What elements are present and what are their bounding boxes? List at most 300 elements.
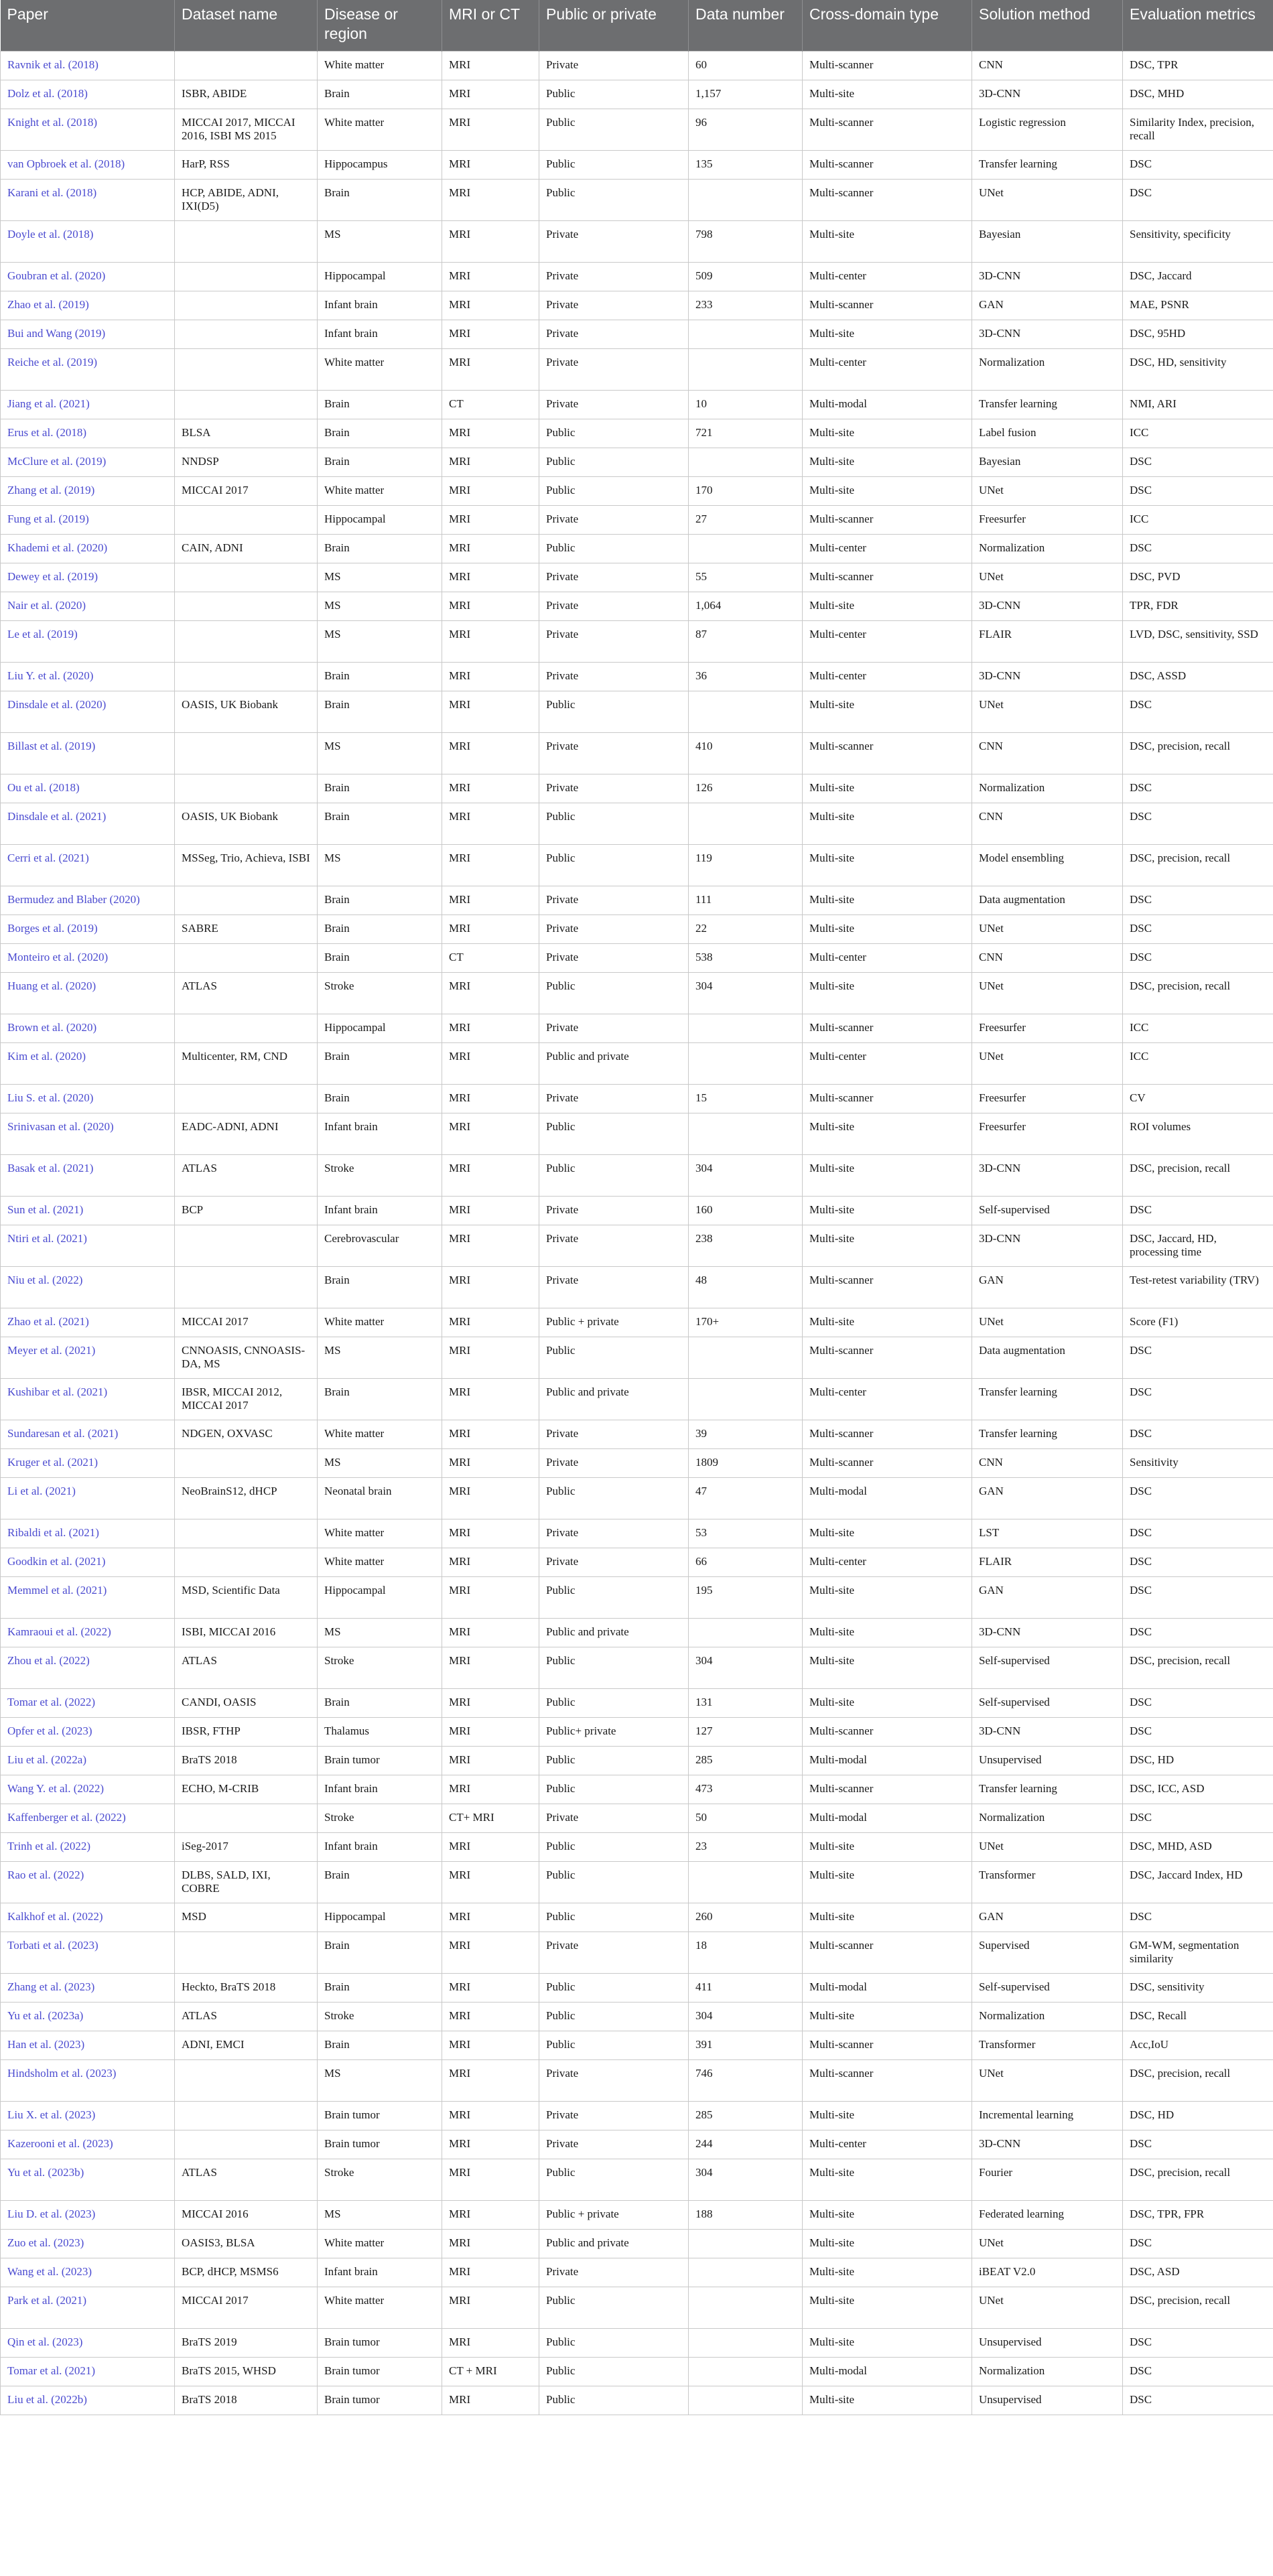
method-cell: UNet <box>972 2229 1123 2258</box>
data-number-cell: 87 <box>689 620 803 662</box>
domain-type-cell: Multi-scanner <box>803 1717 972 1746</box>
region-cell: Brain <box>318 1861 442 1903</box>
dataset-cell: MSD <box>175 1903 318 1931</box>
metrics-cell: DSC, Recall <box>1123 2002 1273 2031</box>
method-cell: Unsupervised <box>972 2386 1123 2415</box>
table-row <box>1 1448 1273 1477</box>
access-cell: Public <box>539 476 689 505</box>
data-number-cell: 1,157 <box>689 80 803 109</box>
domain-type-cell: Multi-scanner <box>803 1084 972 1113</box>
region-cell: Cerebrovascular <box>318 1225 442 1266</box>
region-cell: Brain <box>318 1266 442 1308</box>
paper-cell[interactable]: Sundaresan et al. (2021) <box>1 1420 175 1448</box>
paper-cell[interactable]: Liu et al. (2022b) <box>1 2386 175 2415</box>
modality-cell: MRI <box>442 1832 539 1861</box>
paper-cell[interactable]: Kazerooni et al. (2023) <box>1 2130 175 2159</box>
access-cell: Private <box>539 1931 689 1973</box>
access-cell: Private <box>539 390 689 419</box>
region-cell: Brain <box>318 943 442 972</box>
paper-cell[interactable]: Liu D. et al. (2023) <box>1 2200 175 2229</box>
paper-cell[interactable]: Bermudez and Blaber (2020) <box>1 886 175 914</box>
method-cell: iBEAT V2.0 <box>972 2258 1123 2287</box>
modality-cell: MRI <box>442 1448 539 1477</box>
paper-cell[interactable]: Kamraoui et al. (2022) <box>1 1618 175 1647</box>
metrics-cell: Sensitivity <box>1123 1448 1273 1477</box>
metrics-cell: ROI volumes <box>1123 1113 1273 1154</box>
paper-cell[interactable]: Karani et al. (2018) <box>1 179 175 220</box>
domain-type-cell: Multi-site <box>803 1113 972 1154</box>
modality-cell: MRI <box>442 1477 539 1519</box>
metrics-cell: DSC, ICC, ASD <box>1123 1775 1273 1804</box>
region-cell: Brain <box>318 662 442 691</box>
method-cell: Logistic regression <box>972 109 1123 150</box>
region-cell: Brain <box>318 774 442 803</box>
table-row <box>1 1378 1273 1420</box>
method-cell: Bayesian <box>972 220 1123 262</box>
method-cell: Freesurfer <box>972 1014 1123 1042</box>
region-cell: MS <box>318 563 442 592</box>
data-number-cell <box>689 534 803 563</box>
metrics-cell: DSC, ASD <box>1123 2258 1273 2287</box>
modality-cell: MRI <box>442 1861 539 1903</box>
data-number-cell <box>689 179 803 220</box>
modality-cell: MRI <box>442 291 539 320</box>
paper-cell[interactable]: Fung et al. (2019) <box>1 505 175 534</box>
region-cell: White matter <box>318 2229 442 2258</box>
modality-cell: MRI <box>442 620 539 662</box>
method-cell: UNet <box>972 914 1123 943</box>
domain-type-cell: Multi-site <box>803 2002 972 2031</box>
access-cell: Public <box>539 448 689 476</box>
table-row <box>1 1014 1273 1042</box>
region-cell: White matter <box>318 1548 442 1576</box>
region-cell: MS <box>318 2059 442 2101</box>
paper-cell[interactable]: Khademi et al. (2020) <box>1 534 175 563</box>
dataset-cell: MICCAI 2017 <box>175 1308 318 1337</box>
access-cell: Public + private <box>539 1308 689 1337</box>
data-number-cell: 60 <box>689 51 803 80</box>
dataset-cell: MICCAI 2017, MICCAI 2016, ISBI MS 2015 <box>175 109 318 150</box>
domain-type-cell: Multi-site <box>803 419 972 448</box>
paper-cell[interactable]: Liu S. et al. (2020) <box>1 1084 175 1113</box>
data-number-cell: 1809 <box>689 1448 803 1477</box>
paper-cell[interactable]: Zhou et al. (2022) <box>1 1647 175 1688</box>
modality-cell: MRI <box>442 774 539 803</box>
domain-type-cell: Multi-site <box>803 2229 972 2258</box>
modality-cell: MRI <box>442 1931 539 1973</box>
table-row <box>1 774 1273 803</box>
paper-cell[interactable]: Yu et al. (2023b) <box>1 2159 175 2200</box>
paper-cell[interactable]: Srinivasan et al. (2020) <box>1 1113 175 1154</box>
method-cell: UNet <box>972 1832 1123 1861</box>
table-row <box>1 1647 1273 1688</box>
region-cell: White matter <box>318 1519 442 1548</box>
header-row <box>1 0 1273 51</box>
paper-cell[interactable]: Huang et al. (2020) <box>1 972 175 1014</box>
modality-cell: MRI <box>442 262 539 291</box>
domain-type-cell: Multi-site <box>803 1519 972 1548</box>
region-cell: Brain <box>318 1973 442 2002</box>
paper-cell[interactable]: McClure et al. (2019) <box>1 448 175 476</box>
paper-cell[interactable]: Liu Y. et al. (2020) <box>1 662 175 691</box>
paper-cell[interactable]: Wang et al. (2023) <box>1 2258 175 2287</box>
table-row <box>1 1775 1273 1804</box>
modality-cell: MRI <box>442 1113 539 1154</box>
paper-cell[interactable]: Han et al. (2023) <box>1 2031 175 2059</box>
access-cell: Public <box>539 179 689 220</box>
domain-type-cell: Multi-site <box>803 1225 972 1266</box>
paper-cell[interactable]: Ravnik et al. (2018) <box>1 51 175 80</box>
domain-type-cell: Multi-site <box>803 476 972 505</box>
paper-cell[interactable]: Yu et al. (2023a) <box>1 2002 175 2031</box>
access-cell: Public <box>539 1746 689 1775</box>
domain-type-cell: Multi-center <box>803 943 972 972</box>
table-row <box>1 732 1273 774</box>
dataset-cell <box>175 620 318 662</box>
paper-cell[interactable]: Liu X. et al. (2023) <box>1 2101 175 2130</box>
domain-type-cell: Multi-modal <box>803 1746 972 1775</box>
dataset-cell <box>175 943 318 972</box>
metrics-cell: DSC, Jaccard, HD, processing time <box>1123 1225 1273 1266</box>
domain-type-cell: Multi-site <box>803 1576 972 1618</box>
modality-cell: CT + MRI <box>442 2357 539 2386</box>
method-cell: GAN <box>972 1576 1123 1618</box>
metrics-cell: DSC <box>1123 1196 1273 1225</box>
metrics-cell: DSC, HD <box>1123 2101 1273 2130</box>
dataset-cell <box>175 886 318 914</box>
metrics-cell: DSC, HD <box>1123 1746 1273 1775</box>
region-cell: Neonatal brain <box>318 1477 442 1519</box>
modality-cell: CT <box>442 943 539 972</box>
domain-type-cell: Multi-site <box>803 1903 972 1931</box>
table-row <box>1 563 1273 592</box>
paper-cell[interactable]: Sun et al. (2021) <box>1 1196 175 1225</box>
dataset-cell <box>175 390 318 419</box>
paper-cell[interactable]: Li et al. (2021) <box>1 1477 175 1519</box>
region-cell: White matter <box>318 109 442 150</box>
paper-cell[interactable]: Park et al. (2021) <box>1 2287 175 2328</box>
table-row <box>1 2101 1273 2130</box>
column-header-metrics: Evaluation metrics <box>1123 0 1273 51</box>
method-cell: Normalization <box>972 2357 1123 2386</box>
method-cell: Transfer learning <box>972 1420 1123 1448</box>
paper-cell[interactable]: Ribaldi et al. (2021) <box>1 1519 175 1548</box>
paper-cell[interactable]: Dinsdale et al. (2021) <box>1 803 175 844</box>
metrics-cell: DSC, precision, recall <box>1123 972 1273 1014</box>
modality-cell: MRI <box>442 886 539 914</box>
paper-cell[interactable]: Nair et al. (2020) <box>1 592 175 620</box>
domain-type-cell: Multi-center <box>803 348 972 390</box>
dataset-cell: ATLAS <box>175 972 318 1014</box>
paper-cell[interactable]: Basak et al. (2021) <box>1 1154 175 1196</box>
metrics-cell: Test-retest variability (TRV) <box>1123 1266 1273 1308</box>
metrics-cell: DSC <box>1123 2386 1273 2415</box>
paper-cell[interactable]: Dewey et al. (2019) <box>1 563 175 592</box>
table-row <box>1 2200 1273 2229</box>
paper-cell[interactable]: Kalkhof et al. (2022) <box>1 1903 175 1931</box>
access-cell: Public <box>539 691 689 732</box>
metrics-cell: ICC <box>1123 1042 1273 1084</box>
region-cell: Brain <box>318 914 442 943</box>
modality-cell: MRI <box>442 2130 539 2159</box>
data-number-cell: 119 <box>689 844 803 886</box>
access-cell: Private <box>539 1804 689 1832</box>
data-number-cell: 304 <box>689 1154 803 1196</box>
paper-cell[interactable]: Ou et al. (2018) <box>1 774 175 803</box>
region-cell: Brain <box>318 1688 442 1717</box>
domain-type-cell: Multi-center <box>803 662 972 691</box>
dataset-cell: ADNI, EMCI <box>175 2031 318 2059</box>
dataset-cell: ATLAS <box>175 1647 318 1688</box>
paper-cell[interactable]: Cerri et al. (2021) <box>1 844 175 886</box>
region-cell: MS <box>318 2200 442 2229</box>
paper-cell[interactable]: Zhao et al. (2019) <box>1 291 175 320</box>
modality-cell: MRI <box>442 592 539 620</box>
modality-cell: MRI <box>442 80 539 109</box>
paper-cell[interactable]: Monteiro et al. (2020) <box>1 943 175 972</box>
data-number-cell: 22 <box>689 914 803 943</box>
access-cell: Private <box>539 291 689 320</box>
table-row <box>1 972 1273 1014</box>
paper-cell[interactable]: Zhao et al. (2021) <box>1 1308 175 1337</box>
access-cell: Private <box>539 2101 689 2130</box>
data-number-cell <box>689 2357 803 2386</box>
domain-type-cell: Multi-site <box>803 220 972 262</box>
modality-cell: MRI <box>442 2258 539 2287</box>
paper-cell[interactable]: Knight et al. (2018) <box>1 109 175 150</box>
table-row <box>1 2287 1273 2328</box>
metrics-cell: DSC <box>1123 1548 1273 1576</box>
dataset-cell <box>175 1014 318 1042</box>
domain-type-cell: Multi-modal <box>803 390 972 419</box>
data-number-cell <box>689 1337 803 1378</box>
dataset-cell: BraTS 2019 <box>175 2328 318 2357</box>
paper-cell[interactable]: Kim et al. (2020) <box>1 1042 175 1084</box>
method-cell: Normalization <box>972 1804 1123 1832</box>
data-number-cell: 285 <box>689 2101 803 2130</box>
region-cell: Infant brain <box>318 1196 442 1225</box>
method-cell: Transfer learning <box>972 1378 1123 1420</box>
method-cell: 3D-CNN <box>972 262 1123 291</box>
metrics-cell: DSC, precision, recall <box>1123 1647 1273 1688</box>
domain-type-cell: Multi-site <box>803 1196 972 1225</box>
metrics-cell: DSC, HD, sensitivity <box>1123 348 1273 390</box>
region-cell: Brain tumor <box>318 2357 442 2386</box>
access-cell: Public and private <box>539 1378 689 1420</box>
access-cell: Private <box>539 505 689 534</box>
metrics-cell: DSC <box>1123 2357 1273 2386</box>
method-cell: Unsupervised <box>972 1746 1123 1775</box>
paper-cell[interactable]: Ntiri et al. (2021) <box>1 1225 175 1266</box>
paper-cell[interactable]: Zhang et al. (2023) <box>1 1973 175 2002</box>
metrics-cell: ICC <box>1123 419 1273 448</box>
paper-cell[interactable]: Kaffenberger et al. (2022) <box>1 1804 175 1832</box>
region-cell: White matter <box>318 476 442 505</box>
metrics-cell: DSC <box>1123 1519 1273 1548</box>
table-row <box>1 1903 1273 1931</box>
modality-cell: MRI <box>442 51 539 80</box>
paper-cell[interactable]: Meyer et al. (2021) <box>1 1337 175 1378</box>
modality-cell: MRI <box>442 2229 539 2258</box>
paper-cell[interactable]: Reiche et al. (2019) <box>1 348 175 390</box>
paper-cell[interactable]: Wang Y. et al. (2022) <box>1 1775 175 1804</box>
method-cell: FLAIR <box>972 1548 1123 1576</box>
modality-cell: MRI <box>442 2328 539 2357</box>
table-row <box>1 150 1273 179</box>
table-row <box>1 2328 1273 2357</box>
paper-cell[interactable]: Tomar et al. (2021) <box>1 2357 175 2386</box>
paper-cell[interactable]: Niu et al. (2022) <box>1 1266 175 1308</box>
metrics-cell: DSC, precision, recall <box>1123 844 1273 886</box>
metrics-cell: Acc,IoU <box>1123 2031 1273 2059</box>
access-cell: Public <box>539 150 689 179</box>
paper-cell[interactable]: Opfer et al. (2023) <box>1 1717 175 1746</box>
modality-cell: MRI <box>442 2159 539 2200</box>
method-cell: FLAIR <box>972 620 1123 662</box>
table-row <box>1 448 1273 476</box>
dataset-cell <box>175 1266 318 1308</box>
paper-cell[interactable]: Torbati et al. (2023) <box>1 1931 175 1973</box>
dataset-cell <box>175 1225 318 1266</box>
data-number-cell: 10 <box>689 390 803 419</box>
data-number-cell: 391 <box>689 2031 803 2059</box>
paper-cell[interactable]: Qin et al. (2023) <box>1 2328 175 2357</box>
table-row <box>1 1746 1273 1775</box>
access-cell: Private <box>539 732 689 774</box>
access-cell: Private <box>539 1420 689 1448</box>
metrics-cell: DSC <box>1123 476 1273 505</box>
table-row <box>1 1618 1273 1647</box>
access-cell: Public + private <box>539 2200 689 2229</box>
region-cell: Brain <box>318 390 442 419</box>
paper-cell[interactable]: Memmel et al. (2021) <box>1 1576 175 1618</box>
paper-cell[interactable]: Borges et al. (2019) <box>1 914 175 943</box>
paper-cell[interactable]: Rao et al. (2022) <box>1 1861 175 1903</box>
modality-cell: MRI <box>442 1519 539 1548</box>
paper-cell[interactable]: van Opbroek et al. (2018) <box>1 150 175 179</box>
column-header-dataset: Dataset name <box>175 0 318 51</box>
paper-cell[interactable]: Billast et al. (2019) <box>1 732 175 774</box>
paper-cell[interactable]: Kruger et al. (2021) <box>1 1448 175 1477</box>
region-cell: White matter <box>318 1420 442 1448</box>
dataset-cell: BraTS 2018 <box>175 2386 318 2415</box>
column-header-method: Solution method <box>972 0 1123 51</box>
paper-cell[interactable]: Dolz et al. (2018) <box>1 80 175 109</box>
dataset-cell: HarP, RSS <box>175 150 318 179</box>
domain-type-cell: Multi-site <box>803 691 972 732</box>
dataset-cell: SABRE <box>175 914 318 943</box>
table-row <box>1 844 1273 886</box>
paper-cell[interactable]: Hindsholm et al. (2023) <box>1 2059 175 2101</box>
access-cell: Public <box>539 2159 689 2200</box>
data-number-cell <box>689 1378 803 1420</box>
modality-cell: MRI <box>442 505 539 534</box>
region-cell: White matter <box>318 51 442 80</box>
domain-type-cell: Multi-scanner <box>803 1931 972 1973</box>
metrics-cell: NMI, ARI <box>1123 390 1273 419</box>
paper-cell[interactable]: Le et al. (2019) <box>1 620 175 662</box>
table-row <box>1 2031 1273 2059</box>
method-cell: UNet <box>972 691 1123 732</box>
access-cell: Public and private <box>539 1618 689 1647</box>
paper-cell[interactable]: Erus et al. (2018) <box>1 419 175 448</box>
metrics-cell: DSC <box>1123 2229 1273 2258</box>
table-row <box>1 51 1273 80</box>
modality-cell: MRI <box>442 1618 539 1647</box>
paper-cell[interactable]: Brown et al. (2020) <box>1 1014 175 1042</box>
table-row <box>1 592 1273 620</box>
region-cell: Hippocampus <box>318 150 442 179</box>
region-cell: Brain <box>318 1378 442 1420</box>
data-number-cell <box>689 1014 803 1042</box>
region-cell: Brain <box>318 1931 442 1973</box>
method-cell: Supervised <box>972 1931 1123 1973</box>
paper-cell[interactable]: Liu et al. (2022a) <box>1 1746 175 1775</box>
modality-cell: MRI <box>442 1014 539 1042</box>
region-cell: Stroke <box>318 1804 442 1832</box>
access-cell: Private <box>539 620 689 662</box>
table-row <box>1 348 1273 390</box>
data-number-cell: 131 <box>689 1688 803 1717</box>
method-cell: GAN <box>972 1903 1123 1931</box>
paper-cell[interactable]: Zuo et al. (2023) <box>1 2229 175 2258</box>
paper-cell[interactable]: Bui and Wang (2019) <box>1 320 175 348</box>
paper-cell[interactable]: Jiang et al. (2021) <box>1 390 175 419</box>
region-cell: Infant brain <box>318 1775 442 1804</box>
method-cell: UNet <box>972 2287 1123 2328</box>
paper-cell[interactable]: Zhang et al. (2019) <box>1 476 175 505</box>
paper-cell[interactable]: Tomar et al. (2022) <box>1 1688 175 1717</box>
dataset-cell: IBSR, FTHP <box>175 1717 318 1746</box>
dataset-cell <box>175 2101 318 2130</box>
metrics-cell: ICC <box>1123 505 1273 534</box>
method-cell: UNet <box>972 179 1123 220</box>
table-row <box>1 886 1273 914</box>
data-number-cell <box>689 803 803 844</box>
paper-cell[interactable]: Goodkin et al. (2021) <box>1 1548 175 1576</box>
region-cell: MS <box>318 732 442 774</box>
domain-type-cell: Multi-scanner <box>803 1337 972 1378</box>
dataset-cell: EADC-ADNI, ADNI <box>175 1113 318 1154</box>
table-header <box>1 0 1273 51</box>
column-header-domain-type: Cross-domain type <box>803 0 972 51</box>
dataset-cell: ECHO, M-CRIB <box>175 1775 318 1804</box>
paper-cell[interactable]: Trinh et al. (2022) <box>1 1832 175 1861</box>
paper-cell[interactable]: Kushibar et al. (2021) <box>1 1378 175 1420</box>
paper-cell[interactable]: Goubran et al. (2020) <box>1 262 175 291</box>
domain-type-cell: Multi-site <box>803 2386 972 2415</box>
table-row <box>1 505 1273 534</box>
modality-cell: MRI <box>442 2031 539 2059</box>
access-cell: Public <box>539 1688 689 1717</box>
modality-cell: MRI <box>442 1903 539 1931</box>
table-row <box>1 2159 1273 2200</box>
metrics-cell: DSC <box>1123 1717 1273 1746</box>
paper-cell[interactable]: Dinsdale et al. (2020) <box>1 691 175 732</box>
method-cell: Transformer <box>972 2031 1123 2059</box>
method-cell: CNN <box>972 1448 1123 1477</box>
paper-cell[interactable]: Doyle et al. (2018) <box>1 220 175 262</box>
dataset-cell: Multicenter, RM, CND <box>175 1042 318 1084</box>
dataset-cell <box>175 563 318 592</box>
domain-type-cell: Multi-modal <box>803 1973 972 2002</box>
dataset-cell: ATLAS <box>175 2159 318 2200</box>
method-cell: 3D-CNN <box>972 1154 1123 1196</box>
region-cell: Brain <box>318 448 442 476</box>
table-row <box>1 80 1273 109</box>
dataset-cell <box>175 262 318 291</box>
domain-type-cell: Multi-scanner <box>803 109 972 150</box>
